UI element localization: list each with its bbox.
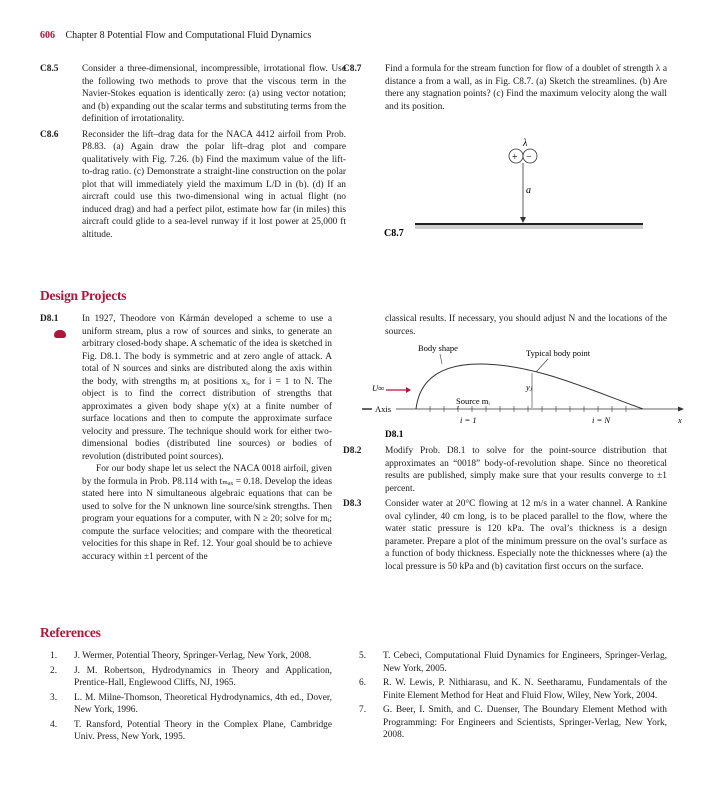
typical-point-pointer [536, 359, 548, 372]
reference-item [40, 719, 332, 744]
reference-item [40, 650, 332, 663]
reference-text: L. M. Milne-Thomson, Theoretical Hydrodynamics, 4th ed., Dover, New York, 1996. [74, 692, 332, 715]
reference-text: J. M. Robertson, Hydrodynamics in Theory and Application, Prentice-Hall, Englewood Cliffs, NJ, 1965. [74, 665, 332, 688]
reference-number: 1. [50, 651, 58, 661]
problem-text: Modify Prob. D8.1 to solve for the point-source distribution that approximates an “0018” body-of-revolution shape. Since no theoretical results are published, simply make sure that your results converge to ±1 percent. [385, 446, 667, 494]
problems-right [343, 63, 667, 113]
chapter-title: Chapter 8 Potential Flow and Computational Fluid Dynamics [65, 30, 312, 41]
problem-c8-5 [40, 63, 346, 126]
reference-item [349, 650, 667, 675]
design-project-d8-1 [40, 313, 332, 563]
reference-number: 4. [50, 719, 58, 730]
reference-number: 5. [359, 651, 367, 661]
figure-caption: D8.1 [385, 430, 404, 440]
problem-text: Consider water at 20°C flowing at 12 m/s in a water channel. A Rankine oval cylinder, 40 cm long, is to be placed parallel to the flow, where the water static pressure is 120 kPa. The oval’s thickness is a design parameter. Prepare a plot of the minimum pressure on the oval’s surface as a function of body thickness. Especially note the thicknesses where (a) the local pressure is 50 kPa and (b) cavitation first occurs on the surface. [385, 499, 667, 572]
references-left [40, 650, 332, 746]
axis-label: Axis [375, 404, 392, 414]
problem-d8-1 [40, 313, 332, 563]
figure-c8-7 [375, 136, 675, 251]
reference-item [349, 704, 667, 742]
body-shape-label: Body shape [418, 343, 458, 353]
problems-left [40, 63, 346, 241]
problem-c8-7 [343, 63, 667, 113]
reference-text: T. Cebeci, Computational Fluid Dynamics for Engineers, Springer-Verlag, New York, 2005. [383, 651, 667, 674]
reference-number: 7. [359, 705, 367, 715]
references-right [349, 650, 667, 744]
design-projects-right [343, 445, 667, 573]
problem-text: Consider a three-dimensional, incompressible, irrotational flow. Use the following two methods to prove that the viscous term in the Navier-Stokes equation is identically zero: (a) using vector notation; and (b) expanding out the scalar terms and substituting terms from the definition of irrotationality. [82, 64, 346, 124]
lambda-label: λ [523, 138, 528, 149]
references-title: References [40, 625, 101, 640]
reference-item [40, 665, 332, 690]
source-label: Source mᵢ [456, 396, 490, 406]
problem-text: Find a formula for the stream function for flow of a doublet of strength λ a distance a from a wall, as in Fig. C8.7. (a) Sketch the streamlines. (b) Are there any stagnation points? (c) Find the maximum velocity along the wall and its position. [385, 64, 667, 112]
page-number: 606 [40, 30, 55, 41]
problem-number: C8.6 [40, 129, 59, 140]
wall-hatch [415, 225, 643, 229]
reference-text: T. Ransford, Potential Theory in the Complex Plane, Cambridge Univ. Press, New York, 1995. [74, 719, 332, 742]
reference-item [40, 692, 332, 717]
problem-paragraph: In 1927, Theodore von Kármán developed a scheme to use a uniform stream, plus a row of sources and sinks, to generate an arbitrary closed-body shape. A schematic of the idea is sketched in Fig. D8.1. The body is symmetric and at zero angle of attack. A total of N sources and sinks are distributed along the axis within the body, with strengths mᵢ at positions xᵢ, for i = 1 to N. The object is to find the correct distribution of strengths that approximates a given body shape y(x) at a finite number of surface locations and then to compute the approximate surface velocity and pressure. The technique should work for either two-dimensional bodies (distributed line sources) or bodies of revolution (distributed point sources). [82, 314, 332, 462]
problem-number: D8.1 [40, 314, 59, 324]
figure-caption: C8.7 [384, 228, 404, 239]
page-header [40, 30, 311, 41]
iN-label: i = N [592, 415, 611, 425]
u-infinity-arrowhead [406, 387, 411, 393]
reference-text: G. Beer, I. Smith, and C. Duenser, The Boundary Element Method with Programming: For Engineers and Scientists, Springer-Verlag, New York, 2008. [383, 705, 667, 740]
figure-d8-1 [360, 340, 690, 445]
problem-c8-6 [40, 129, 346, 242]
problem-paragraph: For our body shape let us select the NACA 0018 airfoil, given by the formula in Prob. P8.114 with tₘₐₓ = 0.18. Develop the ideas stated here into N simultaneous algebraic equations that can be used to solve for the N unknown line source/sink strengths. Then program your equations for a computer, with N ≥ 20; solve for mᵢ; compute the surface velocities; and compare with the theoretical velocities for this shape in Ref. 12. Your goal should be to achieve accuracy within ±1 percent of the [82, 464, 332, 562]
reference-text: R. W. Lewis, P. Nithiarasu, and K. N. Seetharamu, Fundamentals of the Finite Element Method for Heat and Fluid Flow, Wiley, New York, 2004. [383, 678, 667, 701]
problem-paragraph: classical results. If necessary, you should adjust N and the locations of the sources. [385, 314, 667, 337]
reference-number: 6. [359, 678, 367, 688]
reference-number: 2. [50, 665, 58, 676]
problem-number: D8.3 [343, 499, 362, 509]
problem-number: D8.2 [343, 446, 362, 456]
problem-number: C8.7 [343, 64, 362, 74]
x-axis-arrowhead [678, 407, 684, 412]
reference-text: J. Wermer, Potential Theory, Springer-Verlag, New York, 2008. [74, 651, 312, 661]
reference-item [349, 677, 667, 702]
reference-number: 3. [50, 692, 58, 703]
problem-d8-2 [343, 445, 667, 495]
typical-point-label: Typical body point [526, 348, 591, 358]
minus-sign: − [526, 152, 532, 163]
problem-number: C8.5 [40, 64, 59, 74]
doublet-icon [509, 149, 537, 163]
design-project-d8-1-cont [385, 313, 667, 338]
yj-label: yⱼ [526, 382, 533, 392]
i1-label: i = 1 [460, 415, 477, 425]
problem-text: Reconsider the lift–drag data for the NACA 4412 airfoil from Prob. P8.83. (a) Again draw the polar lift–drag plot and compare qualitatively with Fig. 7.26. (b) Find the maximum value of the lift-to-drag ratio. (c) Demonstrate a straight-line construction on the polar plot that will immediately yield the maximum L/D in (b). (d) If an aircraft could use this two-dimensional wing in actual flight (no induced drag) and had a perfect pilot, estimate how far (in miles) this aircraft could glide to a sea-level runway if it lost power at 25,000 ft altitude. [82, 129, 346, 240]
plus-sign: + [512, 152, 518, 163]
problem-d8-3 [343, 498, 667, 573]
body-shape-pointer [440, 354, 442, 364]
distance-label: a [526, 185, 531, 196]
distance-arrowhead [520, 217, 526, 223]
design-projects-title: Design Projects [40, 288, 127, 303]
u-infinity-label: U∞ [372, 383, 385, 393]
x-label: x [678, 415, 682, 425]
